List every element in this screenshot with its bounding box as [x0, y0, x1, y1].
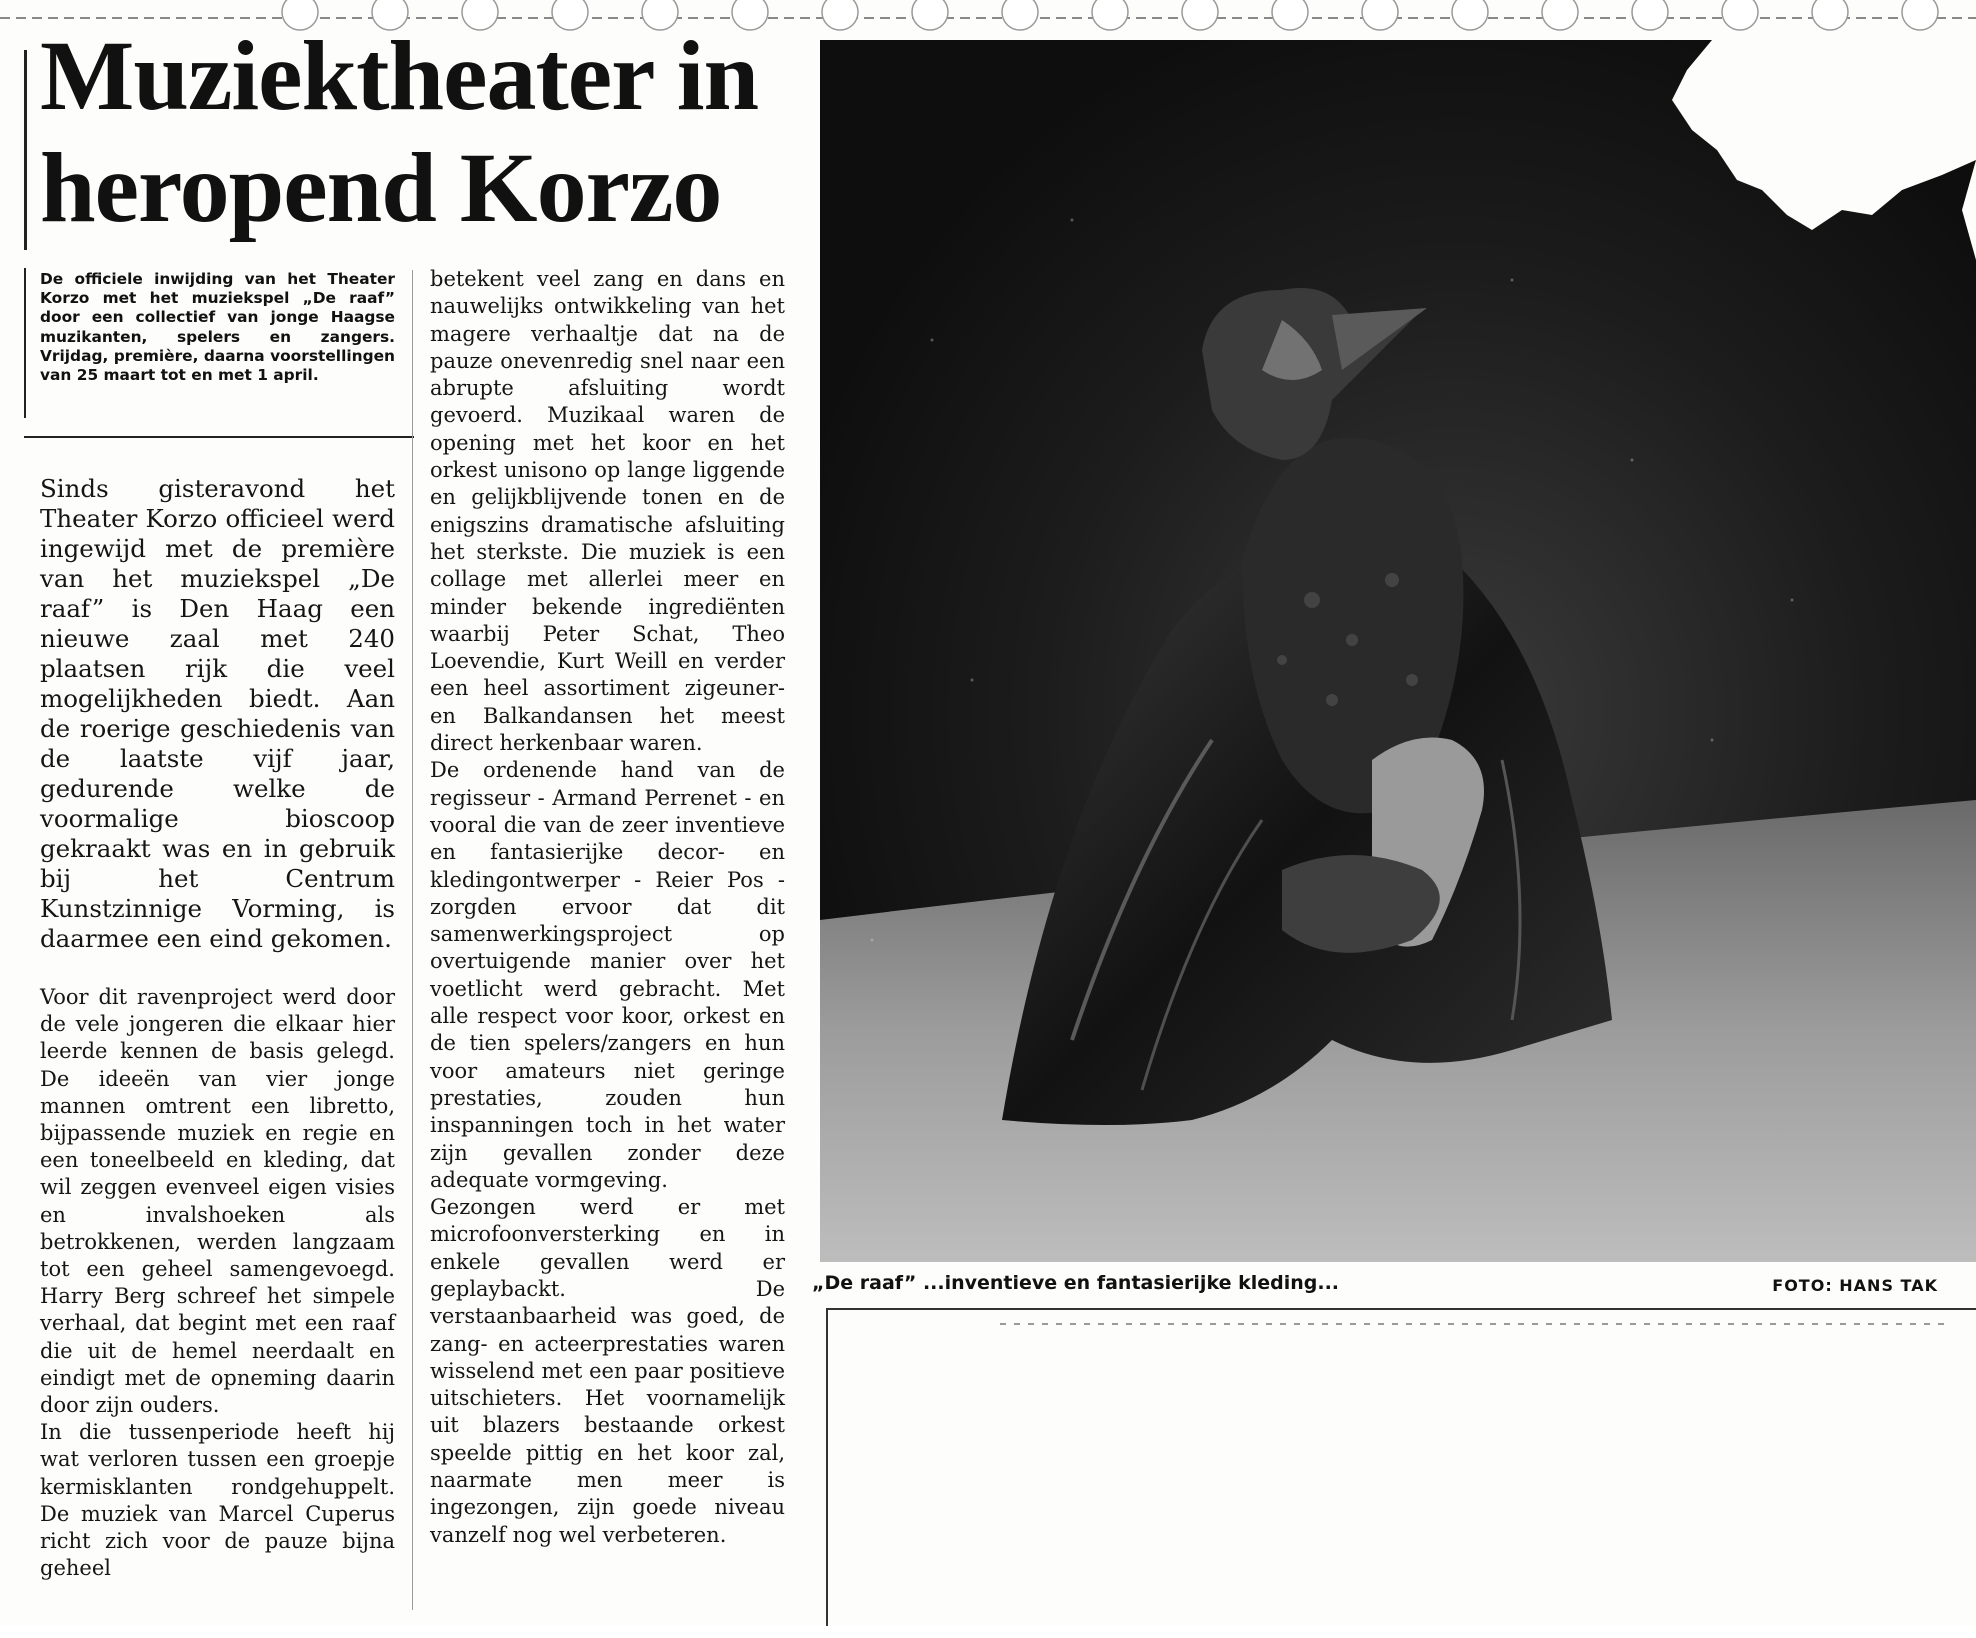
- article-photo: [812, 40, 1976, 1262]
- intro-rule-left: [24, 268, 26, 418]
- headline-line-2: heropend Korzo: [40, 132, 722, 243]
- caption-text: „De raaf” ...inventieve en fantasierijke kleding...: [812, 1272, 1339, 1294]
- headline-line-1: Muziektheater in: [40, 20, 759, 131]
- advertisement-header-strip: [1000, 1314, 1950, 1330]
- article-column-1: [40, 474, 395, 1582]
- intro-text: De officiele inwijding van het Theater Korzo met het muziekspel „De raaf” door een collectief van jonge Haagse muzikanten, spelers en zangers. Vrijdag, première, daarna voorstellingen van 25 maart tot en met 1 april.: [40, 270, 395, 385]
- paragraph: De ordenende hand van de regisseur - Armand Perrenet - en vooral die van de zeer inventieve en fantasierijke decor- en kledingontwerper - Reier Pos - zorgden ervoor dat dit samenwerkingsproject op overtuigende manier over het voetlicht werd gebracht. Met alle respect voor koor, orkest en de tien spelers/zangers en hun voor amateurs niet geringe prestaties, zouden hun inspanningen toch in het water zijn gevallen zonder deze adequate vormgeving.: [430, 758, 785, 1192]
- photo-credit: FOTO: HANS TAK: [1772, 1276, 1938, 1295]
- paragraph: In die tussenperiode heeft hij wat verloren tussen een groepje kermisklanten rondgehuppelt. De muziek van Marcel Cuperus richt zich voor de pauze bijna geheel: [40, 1420, 395, 1581]
- photo-caption: [812, 1268, 1962, 1300]
- paragraph: betekent veel zang en dans en nauwelijks ontwikkeling van het magere verhaaltje dat na de pauze onevenredig snel naar een abrupte afsluiting wordt gevoerd. Muzikaal waren de opening met het koor en het orkest unisono op lange liggende en gelijkblijvende tonen en de enigszins dramatische afsluiting het sterkste. Die muziek is een collage met allerlei meer en minder bekende ingrediënten waarbij Peter Schat, Theo Loevendie, Kurt Weill en verder een heel assortiment zigeuner- en Balkandansen het meest direct herkenbaar waren.: [430, 267, 785, 756]
- column-divider: [412, 270, 413, 1610]
- advertisement-rule-top: [826, 1308, 1976, 1310]
- bottom-edge: [0, 1626, 1976, 1638]
- headline: [40, 20, 820, 244]
- article-column-2: [430, 266, 785, 1549]
- intro-rule-bottom: [24, 436, 414, 438]
- headline-rule: [24, 50, 27, 250]
- paragraph: Voor dit ravenproject werd door de vele jongeren die elkaar hier leerde kennen de basis gelegd. De ideeën van vier jonge mannen omtrent een libretto, bijpassende muziek en regie en een toneelbeeld en kleding, dat wil zeggen evenveel eigen visies en invalshoeken als betrokkenen, werden langzaam tot een geheel samengevoegd. Harry Berg schreef het simpele verhaal, dat begint met een raaf die uit de hemel neerdaalt en eindigt met de opneming daarin door zijn ouders.: [40, 985, 395, 1418]
- raven-costume-photo-icon: [812, 40, 1976, 1262]
- advertisement-rule-left: [826, 1308, 828, 1638]
- paragraph: Sinds gisteravond het Theater Korzo officieel werd ingewijd met de première van het muziekspel „De raaf” is Den Haag een nieuwe zaal met 240 plaatsen rijk die veel mogelijkheden biedt. Aan de roerige geschiedenis van de laatste vijf jaar, gedurende welke de voormalige bioscoop gekraakt was en in gebruik bij het Centrum Kunstzinnige Vorming, is daarmee een eind gekomen.: [40, 474, 395, 953]
- paragraph: Gezongen werd er met microfoonversterking en in enkele gevallen werd er geplaybackt. De verstaanbaarheid was goed, de zang- en acteerprestaties waren wisselend met een paar positieve uitschieters. Het voornamelijk uit blazers bestaande orkest speelde pittig en het koor zal, naarmate men meer is ingezongen, zijn goede niveau vanzelf nog wel verbeteren.: [430, 1195, 785, 1547]
